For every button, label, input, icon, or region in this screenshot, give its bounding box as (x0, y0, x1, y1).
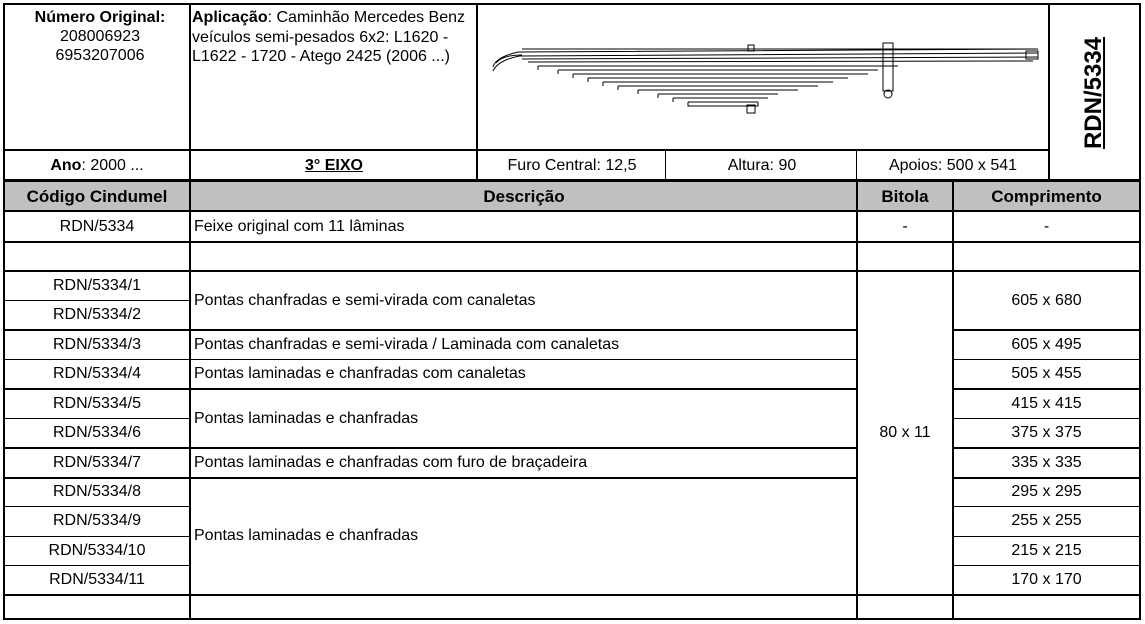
table-row-gauge: 80 x 11 (879, 424, 931, 441)
table-row-code: RDN/5334/1 (52, 277, 142, 294)
table-row-code: RDN/5334/3 (52, 336, 142, 353)
table-row-length: 375 x 375 (1011, 424, 1082, 441)
table-row-description: Pontas laminadas e chanfradas com furo de braçadeira (194, 454, 588, 471)
application-text: : Caminhão Mercedes Benz veículos semi-pesados 6x2: L1620 - L1622 - 1720 - Atego 2425 (2006 ...) (192, 9, 466, 65)
original-number-2: 6953207006 (55, 47, 145, 64)
table-row-description: Pontas laminadas e chanfradas (194, 527, 419, 544)
table-row-code: RDN/5334 (59, 218, 135, 235)
table-row-length: 215 x 215 (1011, 542, 1082, 559)
table-row-length: 415 x 415 (1011, 395, 1082, 412)
leaf-spring-drawing (478, 5, 1048, 151)
table-row-length: 255 x 255 (1011, 512, 1082, 529)
column-header-gauge: Bitola (858, 182, 952, 210)
product-code: RDN/5334 (1080, 36, 1108, 150)
table-row-code: RDN/5334/4 (52, 365, 142, 382)
leaf-spring-icon (478, 5, 1048, 151)
original-number-1: 208006923 (59, 28, 141, 45)
table-row-code: RDN/5334/10 (48, 542, 146, 559)
table-row-description: Pontas laminadas e chanfradas com canaletas (194, 365, 526, 382)
table-row-code: RDN/5334/8 (52, 483, 142, 500)
column-header-description: Descrição (191, 182, 857, 210)
original-number-label: Número Original: (34, 9, 166, 26)
table-row-code: RDN/5334/7 (52, 454, 142, 471)
application-block (191, 8, 475, 148)
year-cell (5, 151, 189, 179)
original-number-block (11, 8, 189, 148)
application-label: Aplicação (192, 9, 268, 26)
table-row-length: 170 x 170 (1011, 571, 1082, 588)
table-row-code: RDN/5334/5 (52, 395, 142, 412)
table-row-length: 605 x 495 (1011, 336, 1082, 353)
year-value: : 2000 ... (81, 156, 144, 174)
table-row-length: 605 x 680 (1011, 291, 1082, 309)
table-row-description: Pontas chanfradas e semi-virada com canaletas (194, 291, 536, 309)
code-vertical-block (1050, 5, 1139, 181)
table-row-description: Pontas chanfradas e semi-virada / Laminada com canaletas (194, 336, 620, 353)
column-header-length: Comprimento (954, 182, 1139, 210)
table-row-length: - (1043, 218, 1050, 235)
table-row-length: 295 x 295 (1011, 483, 1082, 500)
column-header-code: Código Cindumel (5, 182, 189, 210)
supports-cell: Apoios: 500 x 541 (888, 156, 1018, 174)
spec-sheet (3, 3, 1141, 620)
table-row-description: Feixe original com 11 lâminas (194, 218, 405, 235)
table-row-length: 335 x 335 (1011, 454, 1082, 471)
axle-cell: 3° EIXO (305, 156, 363, 174)
table-row-code: RDN/5334/2 (52, 306, 142, 323)
height-cell: Altura: 90 (727, 156, 797, 174)
table-row-gauge: - (902, 218, 908, 235)
table-row-code: RDN/5334/9 (52, 512, 142, 529)
table-row-length: 505 x 455 (1011, 365, 1082, 382)
table-row-code: RDN/5334/6 (52, 424, 142, 441)
year-label: Ano (50, 156, 82, 174)
center-hole-cell: Furo Central: 12,5 (507, 156, 637, 174)
table-row-description: Pontas laminadas e chanfradas (194, 409, 419, 427)
table-row-code: RDN/5334/11 (49, 571, 145, 588)
